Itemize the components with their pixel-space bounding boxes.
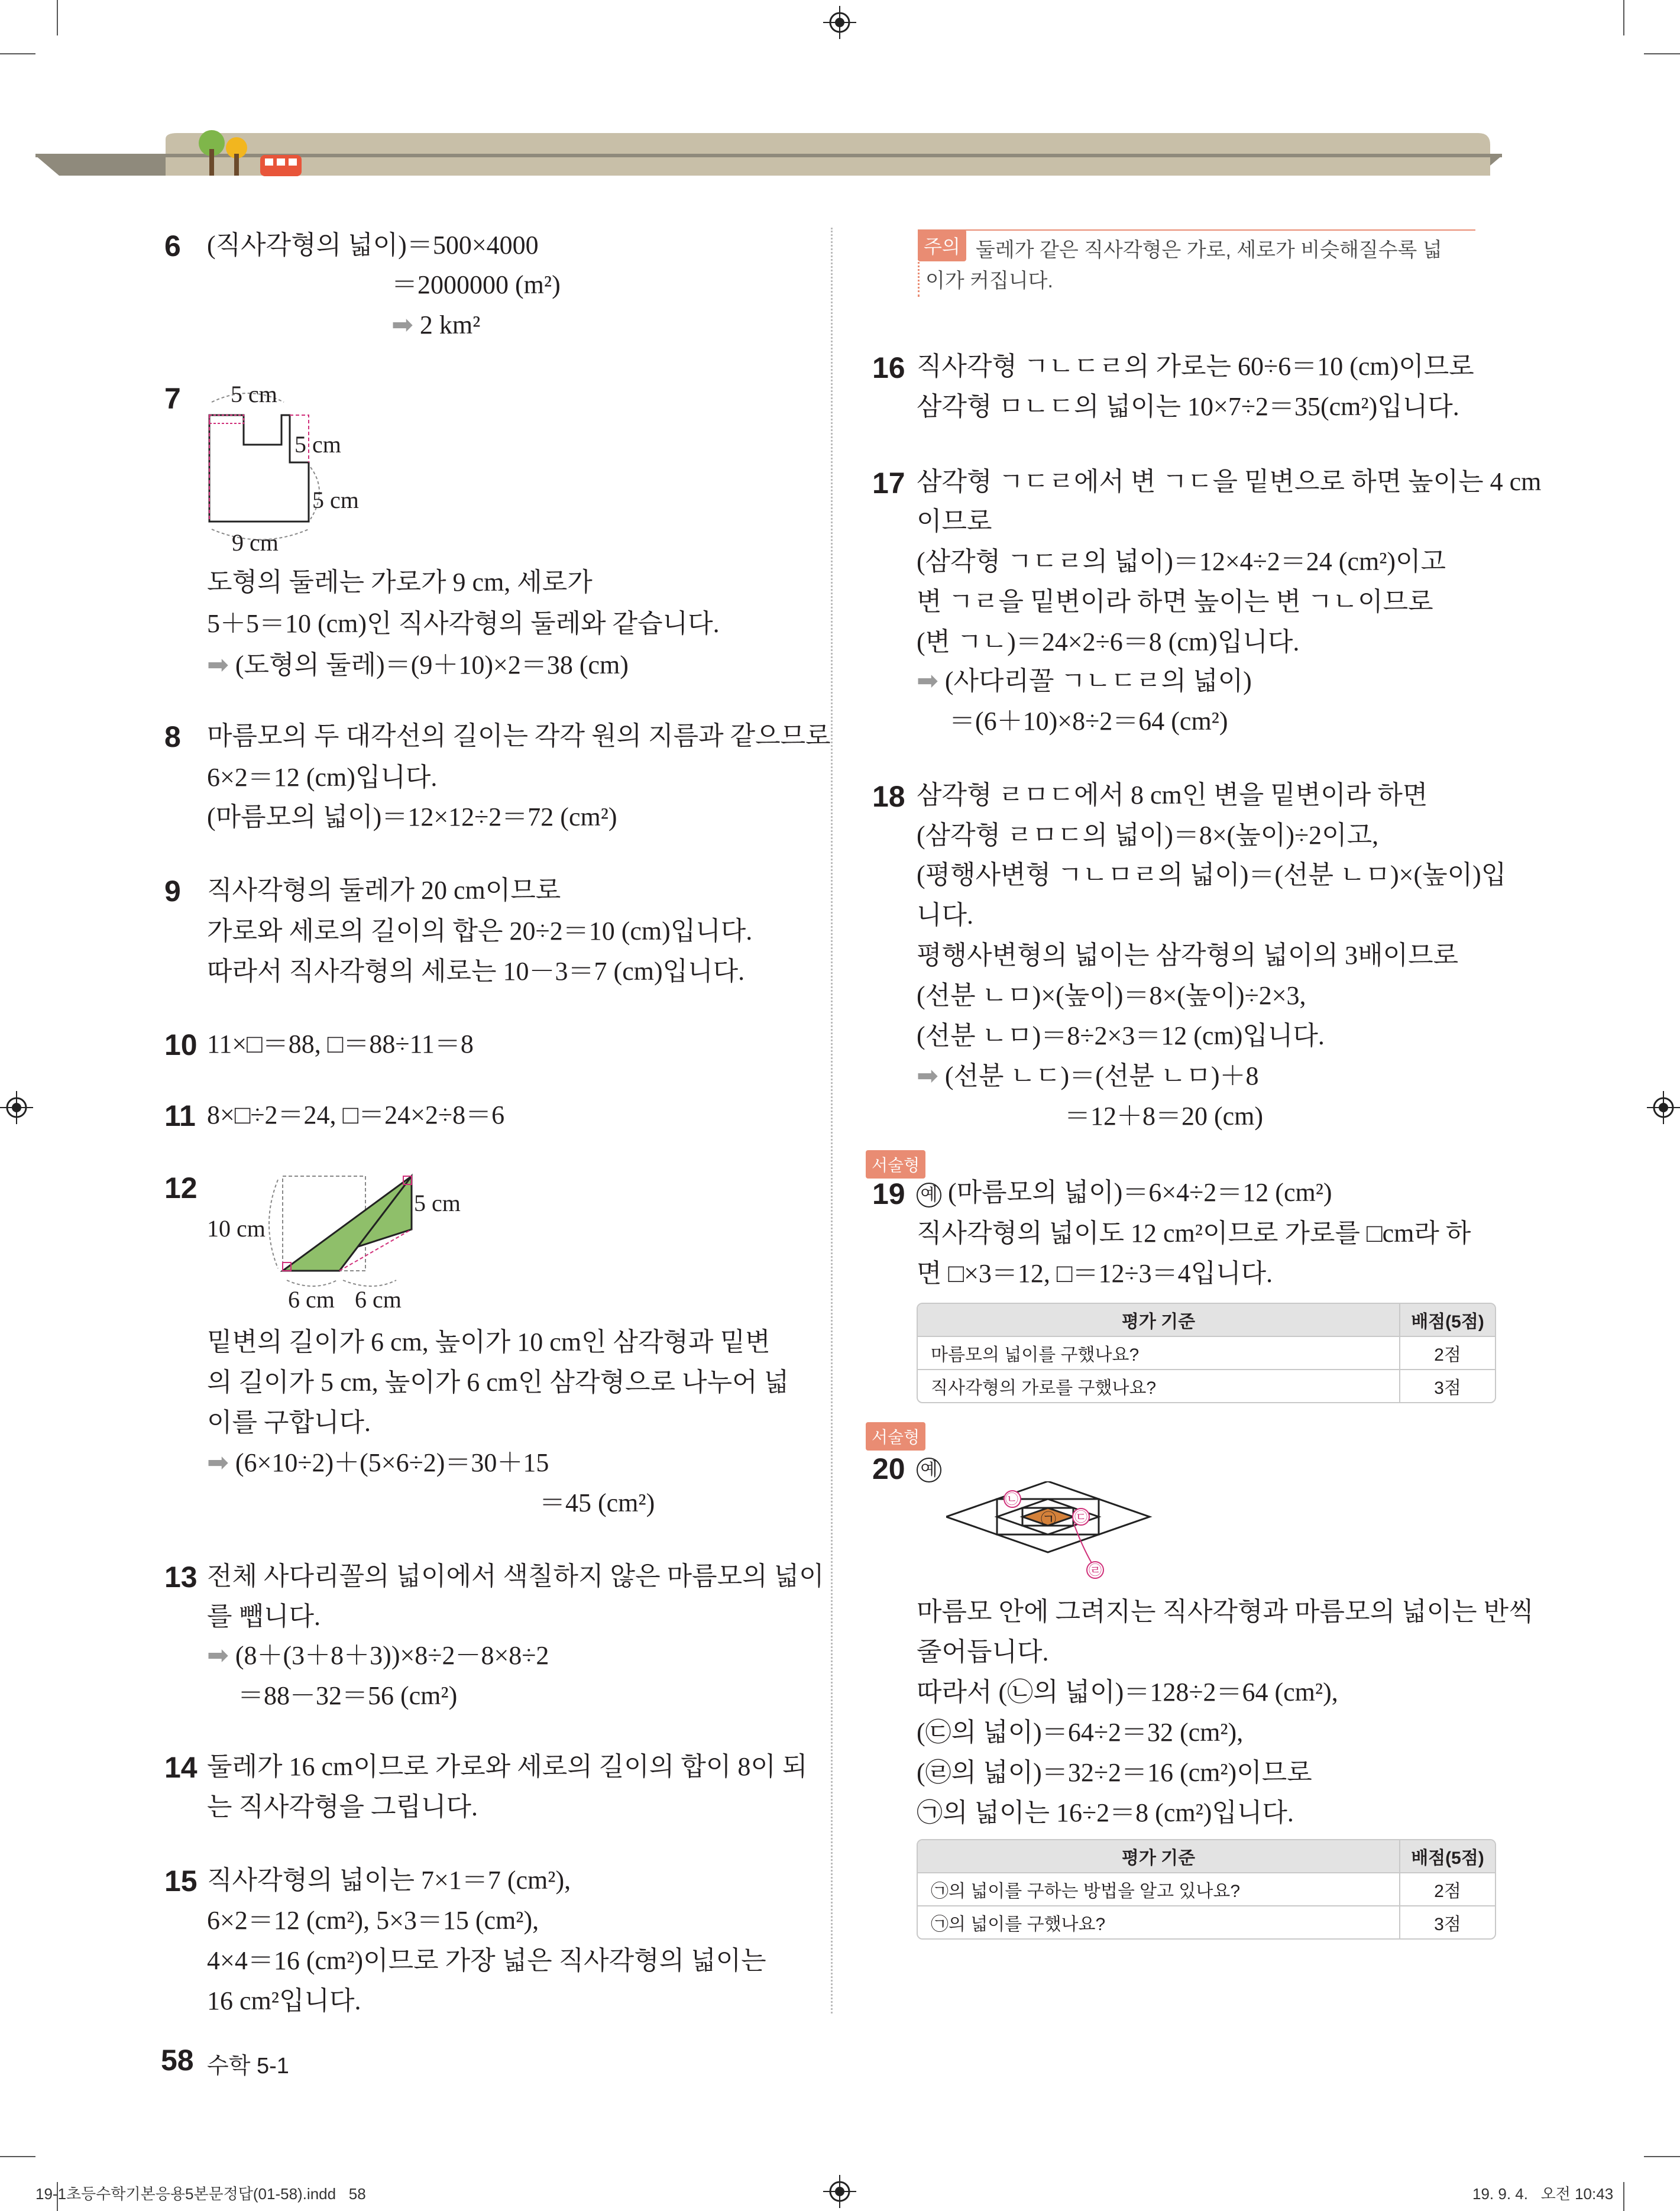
page-number: 58 xyxy=(161,2044,194,2077)
problem-number: 19 xyxy=(872,1177,905,1210)
answer-line: 의 길이가 5 cm, 높이가 6 cm인 삼각형으로 나누어 넓 xyxy=(207,1368,789,1397)
answer-line: (평행사변형 ㄱㄴㅁㄹ의 넓이)＝(선분 ㄴㅁ)×(높이)입 xyxy=(917,860,1507,889)
answer-line xyxy=(917,1450,941,1485)
answer-line: 8×□÷2＝24, □＝24×2÷8＝6 xyxy=(207,1100,505,1129)
answer-line: 5＋5＝10 (cm)인 직사각형의 둘레와 같습니다. xyxy=(207,609,720,638)
rubric-header-criteria: 평가 기준 xyxy=(1121,1312,1196,1332)
answer-line: 6×2＝12 (cm²), 5×3＝15 (cm²), xyxy=(207,1906,539,1935)
problem-number: 7 xyxy=(164,382,181,415)
arrow-icon: ➡ xyxy=(917,666,938,696)
problem-number: 10 xyxy=(164,1028,198,1061)
answer-line: (삼각형 ㄱㄷㄹ의 넓이)＝12×4÷2＝24 (cm²)이고 xyxy=(917,547,1446,576)
problem-number: 6 xyxy=(164,229,181,263)
answer-line: 직사각형의 둘레가 20 cm이므로 xyxy=(207,876,561,905)
rubric-criteria: ㉠의 넓이를 구하는 방법을 알고 있나요? xyxy=(931,1882,1241,1901)
answer-line: (마름모의 넓이)＝12×12÷2＝72 (cm²) xyxy=(207,802,617,831)
tree-bus-logo-icon xyxy=(195,125,313,179)
answer-value: (6×10÷2)＋(5×6÷2)＝30＋15 xyxy=(235,1448,549,1477)
answer-line: ＝12＋8＝20 (cm) xyxy=(1064,1102,1264,1131)
answer-line xyxy=(917,1058,1259,1094)
problem-number: 14 xyxy=(164,1751,198,1784)
crop-mark xyxy=(1623,0,1624,35)
answer-line: ＝2000000 (m²) xyxy=(391,270,561,299)
answer-line: 줄어듭니다. xyxy=(917,1637,1049,1666)
answer-line: 삼각형 ㅁㄴㄷ의 넓이는 10×7÷2＝35(cm²)입니다. xyxy=(917,392,1459,421)
answer-line xyxy=(917,663,1252,699)
arrow-icon: ➡ xyxy=(207,1640,229,1671)
problem-number: 8 xyxy=(164,720,181,753)
problem-number: 18 xyxy=(872,780,905,813)
note-tag: 주의 xyxy=(918,229,966,261)
crop-mark xyxy=(1623,2182,1624,2211)
file-name: 19-1초등수학기본응용5본문정답(01-58).indd 58 xyxy=(35,2185,366,2203)
answer-line: 이므로 xyxy=(917,507,992,536)
problem-number: 15 xyxy=(164,1864,198,1898)
column-divider xyxy=(831,228,833,2013)
rubric-table xyxy=(917,1303,1496,1403)
rubric-row xyxy=(918,1370,1495,1402)
fig-label-c: ㉢ xyxy=(1074,1510,1088,1525)
fig-label-d: ㉣ xyxy=(1089,1563,1102,1578)
answer-line: (㉢의 넓이)＝64÷2＝32 (cm²), xyxy=(917,1718,1244,1747)
rubric-row xyxy=(918,1873,1495,1906)
fig-label: 5 cm xyxy=(414,1190,461,1216)
answer-line: 밑변의 길이가 6 cm, 높이가 10 cm인 삼각형과 밑변 xyxy=(207,1328,771,1357)
registration-mark-icon xyxy=(1647,1091,1680,1124)
answer-line xyxy=(207,1445,549,1481)
rubric-header-points: 배점(5점) xyxy=(1399,1304,1495,1336)
answer-line: 직사각형의 넓이도 12 cm²이므로 가로를 □cm라 하 xyxy=(917,1219,1471,1248)
answer-line: (선분 ㄴㅁ)×(높이)＝8×(높이)÷2×3, xyxy=(917,981,1306,1010)
fig-label: 9 cm xyxy=(232,529,279,556)
rubric-points: 2점 xyxy=(1399,1873,1495,1905)
answer-line: (선분 ㄴㅁ)＝8÷2×3＝12 (cm)입니다. xyxy=(917,1021,1325,1050)
fig-label: 6 cm xyxy=(355,1286,402,1313)
answer-line: 니다. xyxy=(917,901,974,930)
note-line: 둘레가 같은 직사각형은 가로, 세로가 비슷해질수록 넓 xyxy=(976,239,1442,261)
crop-mark xyxy=(1644,2156,1680,2157)
arrow-icon: ➡ xyxy=(207,650,229,680)
answer-line: 가로와 세로의 길이의 합은 20÷2＝10 (cm)입니다. xyxy=(207,917,753,946)
answer-line: 직사각형의 넓이는 7×1＝7 (cm²), xyxy=(207,1866,571,1895)
answer-line: 6×2＝12 (cm)입니다. xyxy=(207,763,438,792)
answer-line: 둘레가 16 cm이므로 가로와 세로의 길이의 합이 8이 되 xyxy=(207,1752,808,1781)
answer-line xyxy=(207,1638,549,1673)
fig-label: 10 cm xyxy=(207,1215,266,1242)
arrow-icon: ➡ xyxy=(391,310,413,340)
rubric-points: 3점 xyxy=(1399,1906,1495,1938)
fig-label: 6 cm xyxy=(288,1286,335,1313)
answer-value: (8＋(3＋8＋3))×8÷2－8×8÷2 xyxy=(235,1641,549,1670)
answer-line: 변 ㄱㄹ을 밑변이라 하면 높이는 변 ㄱㄴ이므로 xyxy=(917,587,1433,616)
rubric-header xyxy=(918,1304,1495,1337)
problem-number: 16 xyxy=(872,351,905,384)
answer-line: 이를 구합니다. xyxy=(207,1408,371,1437)
answer-line: 면 □×3＝12, □＝12÷3＝4입니다. xyxy=(917,1259,1273,1288)
registration-mark-icon xyxy=(823,2175,856,2208)
answer-line xyxy=(207,648,629,683)
answer-line: ㉠의 넓이는 16÷2＝8 (cm²)입니다. xyxy=(917,1798,1294,1827)
fig-label: 5 cm xyxy=(312,487,359,513)
answer-line: 16 cm²입니다. xyxy=(207,1986,361,2015)
answer-line: (㉣의 넓이)＝32÷2＝16 (cm²)이므로 xyxy=(917,1758,1312,1787)
problem-number: 9 xyxy=(164,875,181,908)
registration-mark-icon xyxy=(0,1091,33,1124)
fig-label: 5 cm xyxy=(294,431,341,458)
answer-line: ＝(6＋10)×8÷2＝64 (cm²) xyxy=(949,707,1228,736)
fig-label-a: ㉠ xyxy=(1041,1511,1057,1529)
answer-line: 삼각형 ㄹㅁㄷ에서 8 cm인 변을 밑변이라 하면 xyxy=(917,781,1428,810)
answer-value: (사다리꼴 ㄱㄴㄷㄹ의 넓이) xyxy=(944,666,1252,695)
answer-line: 11×□＝88, □＝88÷11＝8 xyxy=(207,1030,474,1058)
answer-line: (변 ㄱㄴ)＝24×2÷6＝8 (cm)입니다. xyxy=(917,627,1300,656)
example-badge-icon: 예 xyxy=(917,1183,941,1208)
rubric-criteria: 마름모의 넓이를 구했나요? xyxy=(931,1345,1140,1365)
answer-line xyxy=(917,1175,1332,1210)
answer-line: 따라서 (㉡의 넓이)＝128÷2＝64 (cm²), xyxy=(917,1678,1338,1707)
crop-mark xyxy=(0,2156,35,2157)
arrow-icon: ➡ xyxy=(207,1448,229,1478)
rubric-header-points: 배점(5점) xyxy=(1399,1840,1495,1872)
answer-line: 마름모 안에 그려지는 직사각형과 마름모의 넓이는 반씩 xyxy=(917,1597,1534,1626)
example-badge-icon: 예 xyxy=(917,1458,941,1482)
problem-number: 20 xyxy=(872,1452,905,1485)
answer-value: (도형의 둘레)＝(9＋10)×2＝38 (cm) xyxy=(235,650,629,679)
problem-number: 12 xyxy=(164,1171,198,1205)
essay-tag: 서술형 xyxy=(866,1422,925,1451)
note-line: 이가 커집니다. xyxy=(925,270,1053,292)
crop-mark xyxy=(57,0,58,35)
rubric-header-criteria: 평가 기준 xyxy=(1121,1849,1196,1868)
fig-label-b: ㉡ xyxy=(1005,1493,1019,1507)
answer-line: ＝45 (cm²) xyxy=(539,1488,655,1517)
answer-line: 평행사변형의 넓이는 삼각형의 넓이의 3배이므로 xyxy=(917,941,1459,970)
essay-tag: 서술형 xyxy=(866,1150,925,1179)
print-date: 19. 9. 4. 오전 10:43 xyxy=(1472,2185,1614,2203)
figure-20-nested-rhombus xyxy=(946,1481,1171,1588)
registration-mark-icon xyxy=(823,6,856,39)
rubric-table xyxy=(917,1839,1496,1940)
answer-line: (삼각형 ㄹㅁㄷ의 넓이)＝8×(높이)÷2이고, xyxy=(917,821,1379,850)
arrow-icon: ➡ xyxy=(917,1061,938,1091)
book-title: 수학 5-1 xyxy=(207,2054,289,2079)
answer-line: 4×4＝16 (cm²)이므로 가장 넓은 직사각형의 넓이는 xyxy=(207,1946,766,1975)
answer-line: 도형의 둘레는 가로가 9 cm, 세로가 xyxy=(207,568,593,597)
rubric-points: 2점 xyxy=(1399,1337,1495,1369)
answer-line xyxy=(391,307,480,343)
problem-number: 11 xyxy=(164,1099,196,1132)
answer-line: 따라서 직사각형의 세로는 10－3＝7 (cm)입니다. xyxy=(207,957,745,986)
rubric-row xyxy=(918,1337,1495,1370)
answer-line: 삼각형 ㄱㄷㄹ에서 변 ㄱㄷ을 밑변으로 하면 높이는 4 cm xyxy=(917,467,1542,496)
crop-mark xyxy=(1644,53,1680,54)
rubric-criteria: 직사각형의 가로를 구했나요? xyxy=(931,1378,1157,1398)
problem-number: 17 xyxy=(872,467,905,500)
answer-line: ＝88－32＝56 (cm²) xyxy=(238,1681,458,1710)
answer-line: 마름모의 두 대각선의 길이는 각각 원의 지름과 같으므로 xyxy=(207,721,831,750)
answer-line: 직사각형 ㄱㄴㄷㄹ의 가로는 60÷6＝10 (cm)이므로 xyxy=(917,352,1474,381)
answer-line: (직사각형의 넓이)＝500×4000 xyxy=(207,231,539,260)
crop-mark xyxy=(0,53,35,54)
answer-value: (마름모의 넓이)＝6×4÷2＝12 (cm²) xyxy=(948,1178,1332,1207)
answer-line: 전체 사다리꼴의 넓이에서 색칠하지 않은 마름모의 넓이 xyxy=(207,1562,824,1591)
answer-value: (선분 ㄴㄷ)＝(선분 ㄴㅁ)＋8 xyxy=(944,1061,1259,1090)
rubric-row xyxy=(918,1906,1495,1938)
rubric-points: 3점 xyxy=(1399,1370,1495,1402)
answer-value: 2 km² xyxy=(419,310,481,339)
rubric-criteria: ㉠의 넓이를 구했나요? xyxy=(931,1915,1106,1934)
fig-label: 5 cm xyxy=(231,381,277,407)
figure-12-trapezoid xyxy=(254,1168,432,1292)
answer-line: 를 뺍니다. xyxy=(207,1602,321,1631)
problem-number: 13 xyxy=(164,1561,198,1594)
rubric-header xyxy=(918,1840,1495,1873)
answer-line: 는 직사각형을 그립니다. xyxy=(207,1792,478,1821)
